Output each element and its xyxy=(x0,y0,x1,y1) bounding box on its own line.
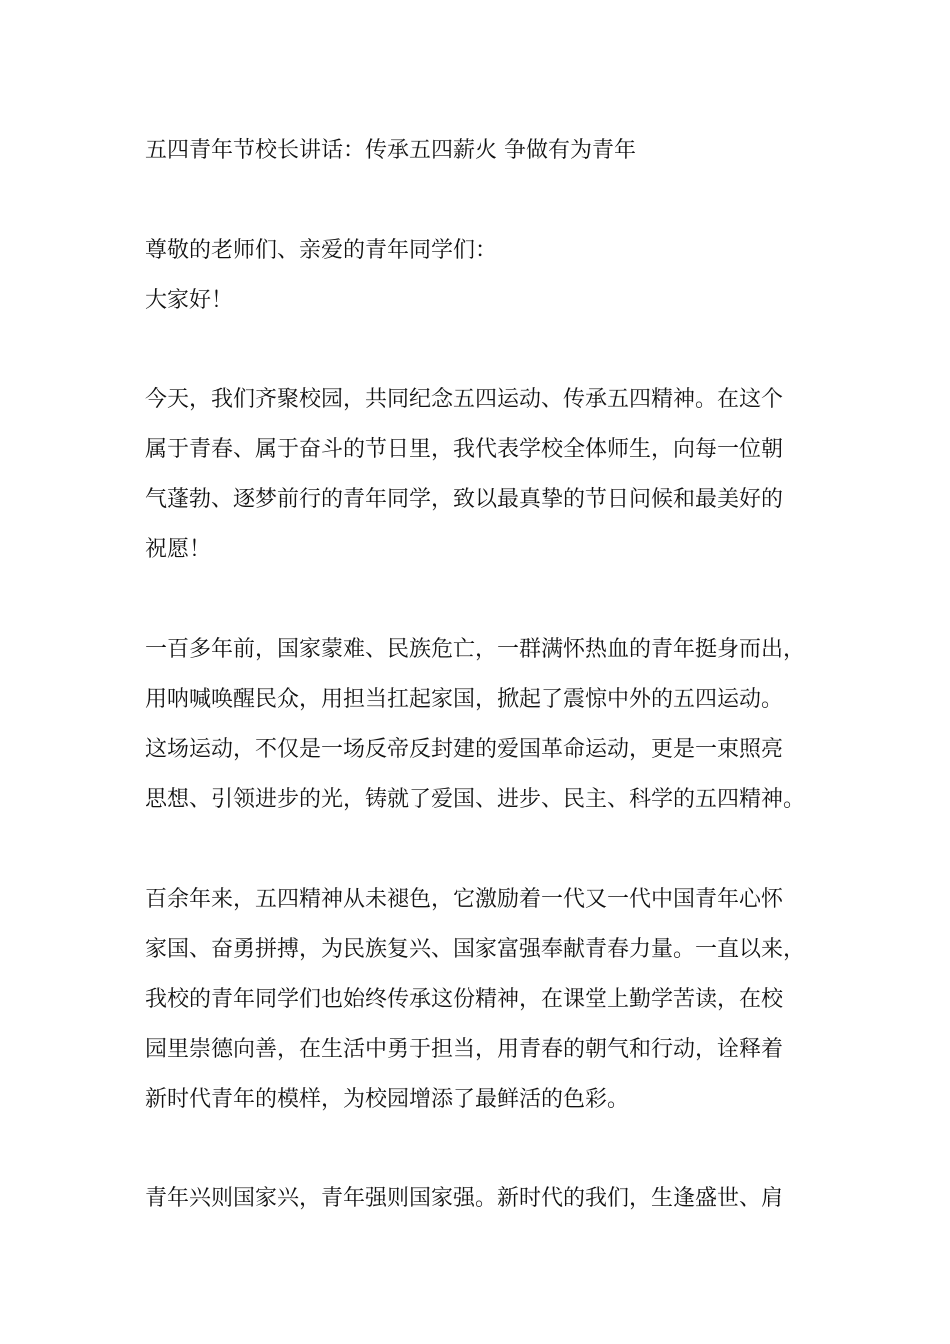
paragraph-line: 园里崇德向善，在生活中勇于担当，用青春的朝气和行动，诠释着 xyxy=(145,1037,784,1062)
paragraph-line: 属于青春、属于奋斗的节日里，我代表学校全体师生，向每一位朝 xyxy=(145,437,784,462)
paragraph-line: 百余年来，五四精神从未褪色，它激励着一代又一代中国青年心怀 xyxy=(145,887,784,912)
paragraph-line: 一百多年前，国家蒙难、民族危亡，一群满怀热血的青年挺身而出， xyxy=(145,637,806,662)
paragraph-line: 这场运动，不仅是一场反帝反封建的爱国革命运动，更是一束照亮 xyxy=(145,737,784,762)
paragraph-line: 青年兴则国家兴，青年强则国家强。新时代的我们，生逢盛世、肩 xyxy=(145,1186,784,1211)
paragraph-line: 家国、奋勇拼搏，为民族复兴、国家富强奉献青春力量。一直以来， xyxy=(145,937,806,962)
greeting: 大家好！ xyxy=(145,288,234,313)
paragraph-line: 祝愿！ xyxy=(145,537,212,562)
paragraph-line: 气蓬勃、逐梦前行的青年同学，致以最真挚的节日问候和最美好的 xyxy=(145,487,784,512)
paragraph-line: 今天，我们齐聚校园，共同纪念五四运动、传承五四精神。在这个 xyxy=(145,387,784,412)
salutation: 尊敬的老师们、亲爱的青年同学们： xyxy=(145,238,498,263)
document-title: 五四青年节校长讲话：传承五四薪火 争做有为青年 xyxy=(145,138,636,163)
paragraph-line: 我校的青年同学们也始终传承这份精神，在课堂上勤学苦读，在校 xyxy=(145,987,784,1012)
paragraph-line: 思想、引领进步的光，铸就了爱国、进步、民主、科学的五四精神。 xyxy=(145,787,806,812)
paragraph-line: 用呐喊唤醒民众，用担当扛起家国，掀起了震惊中外的五四运动。 xyxy=(145,687,784,712)
paragraph-line: 新时代青年的模样，为校园增添了最鲜活的色彩。 xyxy=(145,1087,630,1112)
